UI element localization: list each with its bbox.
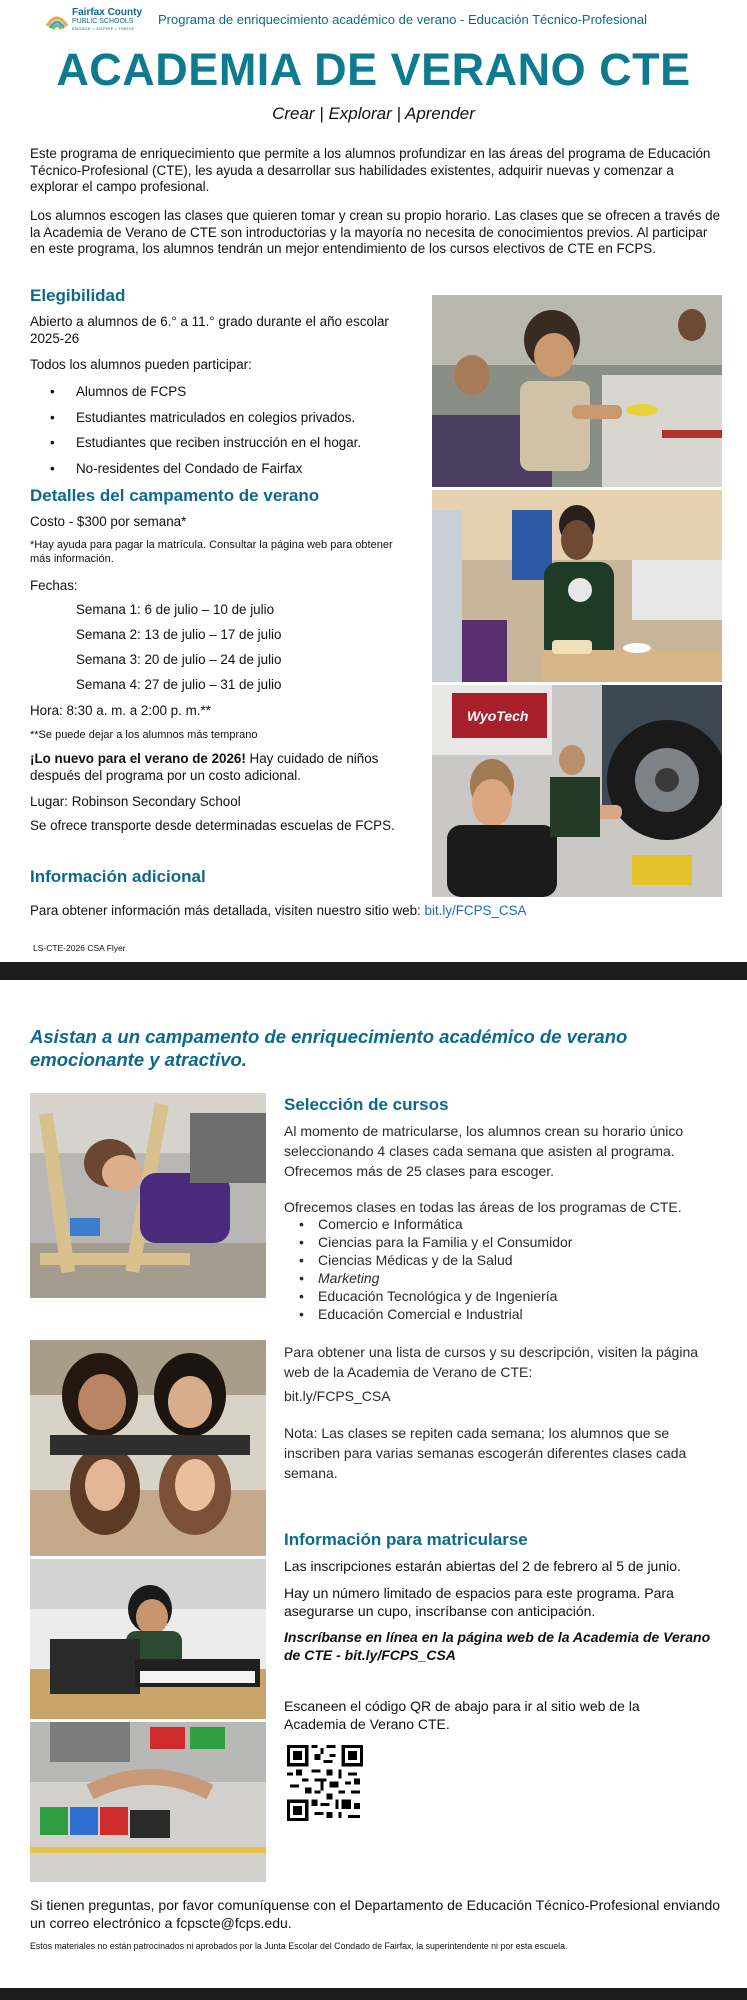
courses-paragraph-1: Al momento de matricularse, los alumnos crean su horario único seleccionando 4 clases cada semana que asisten al programa. Ofrecemos más de 25 clases para escoger.: [284, 1123, 684, 1179]
camp-cost: Costo - $300 por semana*: [30, 514, 187, 529]
week-3: Semana 3: 20 de julio – 24 de julio: [76, 652, 282, 667]
flyer-page-1: [0, 0, 747, 962]
logo-line-1: Fairfax County: [72, 7, 143, 18]
eligibility-all: Todos los alumnos pueden participar:: [30, 357, 252, 372]
photo-cosmetology: [30, 1340, 266, 1556]
courses-link[interactable]: bit.ly/FCPS_CSA: [284, 1388, 391, 1404]
logo-line-2: PUBLIC SCHOOLS: [72, 18, 134, 25]
program-header: Programa de enriquecimiento académico de verano - Educación Técnico-Profesional: [158, 12, 647, 27]
list-item: • Alumnos de FCPS: [30, 383, 410, 409]
fcps-logo-icon: [44, 6, 70, 32]
eligibility-heading: Elegibilidad: [30, 286, 126, 305]
page-title: ACADEMIA DE VERANO CTE: [56, 44, 691, 95]
camp-new-2026: [30, 751, 415, 784]
additional-info-heading: Información adicional: [30, 867, 206, 886]
page-2-tagline: Asistan a un campamento de enriquecimiento académico de verano emocionante y atractivo.: [30, 1026, 628, 1070]
intro-paragraph-2: Los alumnos escogen las clases que quieren tomar y crean su propio horario. Las clases que se ofrecen a través de la Academia de Verano de CTE son introductorias y la mayoría no necesita de conocimientos previos. Al participar en este programa, los alumnos tendrán un mejor entendimiento de los cursos electivos de CTE en FCPS.: [30, 208, 721, 256]
photo-robotics: [30, 1722, 266, 1882]
eligibility-grades: Abierto a alumnos de 6.° a 11.° grado durante el año escolar 2025-26: [30, 314, 389, 346]
camp-details-heading: Detalles del campamento de verano: [30, 486, 320, 505]
cte-areas-list: [284, 1215, 714, 1323]
website-link[interactable]: bit.ly/FCPS_CSA: [424, 903, 527, 918]
list-item: • Educación Comercial e Industrial: [284, 1305, 714, 1323]
list-item: • Estudiantes que reciben instrucción en el hogar.: [30, 434, 410, 460]
courses-heading: Selección de cursos: [284, 1095, 449, 1114]
courses-paragraph-2: Ofrecemos clases en todas las áreas de los programas de CTE.: [284, 1199, 682, 1215]
camp-location: Lugar: Robinson Secondary School: [30, 794, 241, 809]
disclaimer: Estos materiales no están patrocinados ni aprobados por la Junta Escolar del Condado de Fairfax, la superintendente ni por esta escuela.: [30, 1941, 568, 1951]
page-separator: [0, 962, 747, 980]
photo-music-keyboard: [30, 1559, 266, 1719]
enroll-heading: Información para matricularse: [284, 1530, 528, 1549]
week-2: Semana 2: 13 de julio – 17 de julio: [76, 627, 282, 642]
list-item: • Comercio e Informática: [284, 1215, 714, 1233]
list-item: • Educación Tecnológica y de Ingeniería: [284, 1287, 714, 1305]
photo-student-tire: [432, 685, 722, 897]
enroll-qr-text: Escaneen el código QR de abajo para ir al sitio web de la Academia de Verano CTE.: [284, 1698, 640, 1732]
camp-dates-label: Fechas:: [30, 578, 78, 593]
courses-note: Nota: Las clases se repiten cada semana; los alumnos que se inscriben para varias semanas escogerán diferentes clases cada semana.: [284, 1425, 687, 1481]
fcps-logo: [44, 6, 144, 32]
list-item: • No-residentes del Condado de Fairfax: [30, 460, 410, 486]
page-separator-bottom: [0, 1988, 747, 2000]
list-item: • Marketing: [284, 1269, 714, 1287]
qr-code[interactable]: [287, 1745, 363, 1821]
enroll-limited: Hay un número limitado de espacios para este programa. Para asegurarse un cupo, inscríbanse con anticipación.: [284, 1585, 674, 1619]
list-item: • Estudiantes matriculados en colegios privados.: [30, 409, 410, 435]
page-subtitle: Crear | Explorar | Aprender: [272, 104, 475, 123]
camp-new-bold: ¡Lo nuevo para el verano de 2026!: [30, 751, 246, 766]
week-4: Semana 4: 27 de julio – 31 de julio: [76, 677, 282, 692]
contact-info: Si tienen preguntas, por favor comuníquense con el Departamento de Educación Técnico-Profesional enviando un correo electrónico a fcpscte@fcps.edu.: [30, 1897, 721, 1931]
additional-info-text: [30, 903, 730, 920]
intro-paragraph-1: Este programa de enriquecimiento que permite a los alumnos profundizar en las áreas del programa de Educación Técnico-Profesional (CTE), les ayuda a desarrollar sus habilidades existentes, adquirir nuevas y comenzar a explorar el campo profesional.: [30, 146, 711, 194]
photo-student-cooking: [432, 490, 722, 682]
camp-hours: Hora: 8:30 a. m. a 2:00 p. m.**: [30, 703, 211, 718]
camp-transport: Se ofrece transporte desde determinadas escuelas de FCPS.: [30, 818, 395, 833]
enroll-online: Inscríbanse en línea en la página web de la Academia de Verano de CTE - bit.ly/FCPS_CSA: [284, 1629, 711, 1663]
eligibility-list: [30, 383, 410, 485]
enroll-dates: Las inscripciones estarán abiertas del 2 de febrero al 5 de junio.: [284, 1558, 681, 1574]
photo-woodworking: [30, 1093, 266, 1298]
camp-hours-note: **Se puede dejar a los alumnos más temprano: [30, 729, 258, 741]
logo-line-3: ENGAGE • INSPIRE • THRIVE: [72, 26, 135, 31]
list-item: • Ciencias para la Familia y el Consumidor: [284, 1233, 714, 1251]
svg-text:WyoTech: WyoTech: [467, 708, 529, 724]
photo-student-wiring: [432, 295, 722, 487]
week-1: Semana 1: 6 de julio – 10 de julio: [76, 602, 275, 617]
flyer-code: LS-CTE-2026 CSA Flyer: [33, 943, 126, 953]
additional-info-label: Para obtener información más detallada, visiten nuestro sitio web:: [30, 903, 425, 918]
camp-cost-note: *Hay ayuda para pagar la matrícula. Consultar la página web para obtener más información.: [30, 539, 393, 565]
camp-new-text: Hay cuidado de niños después del programa por un costo adicional.: [30, 751, 379, 783]
courses-paragraph-3: Para obtener una lista de cursos y su descripción, visiten la página web de la Academia de Verano de CTE:: [284, 1344, 699, 1380]
list-item: • Ciencias Médicas y de la Salud: [284, 1251, 714, 1269]
